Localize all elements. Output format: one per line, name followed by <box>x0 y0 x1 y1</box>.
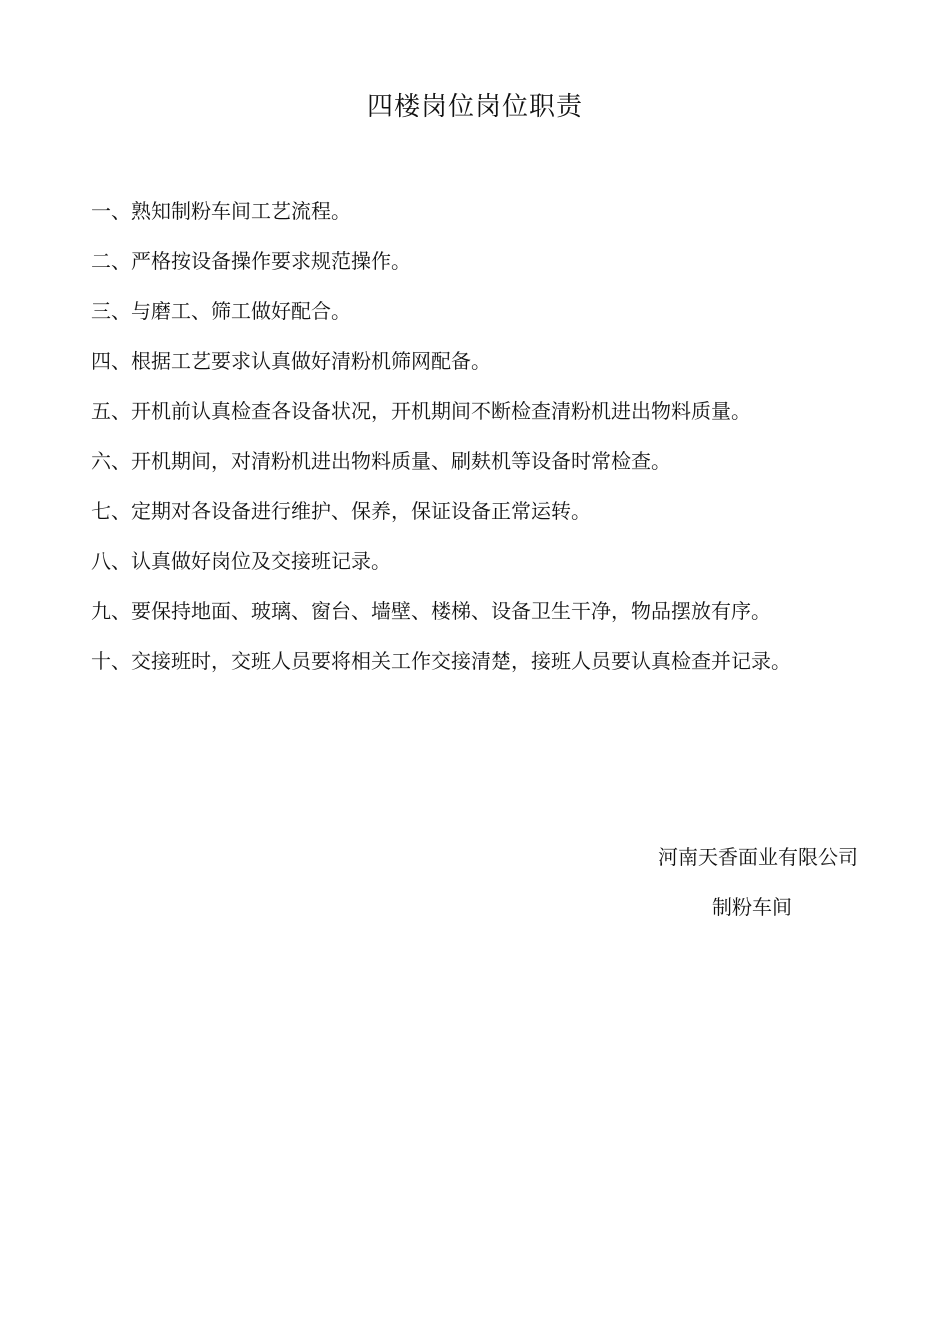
duty-item-4: 四、根据工艺要求认真做好清粉机筛网配备。 <box>91 349 491 373</box>
page-title: 四楼岗位岗位职责 <box>366 92 583 122</box>
duty-item-7: 七、定期对各设备进行维护、保养，保证设备正常运转。 <box>91 499 591 523</box>
duty-item-1: 一、熟知制粉车间工艺流程。 <box>91 199 351 223</box>
duty-item-2: 二、严格按设备操作要求规范操作。 <box>91 249 411 273</box>
duty-item-8: 八、认真做好岗位及交接班记录。 <box>91 549 391 573</box>
department-name: 制粉车间 <box>712 895 792 919</box>
duty-item-6: 六、开机期间，对清粉机进出物料质量、刷麸机等设备时常检查。 <box>91 449 671 473</box>
duty-item-9: 九、要保持地面、玻璃、窗台、墙壁、楼梯、设备卫生干净，物品摆放有序。 <box>91 599 771 623</box>
duty-list <box>91 196 891 696</box>
duty-item-5: 五、开机前认真检查各设备状况，开机期间不断检查清粉机进出物料质量。 <box>91 399 751 423</box>
duty-item-3: 三、与磨工、筛工做好配合。 <box>91 299 351 323</box>
signature-block <box>658 842 858 922</box>
company-name: 河南天香面业有限公司 <box>658 845 858 869</box>
duty-item-10: 十、交接班时，交班人员要将相关工作交接清楚，接班人员要认真检查并记录。 <box>91 649 791 673</box>
